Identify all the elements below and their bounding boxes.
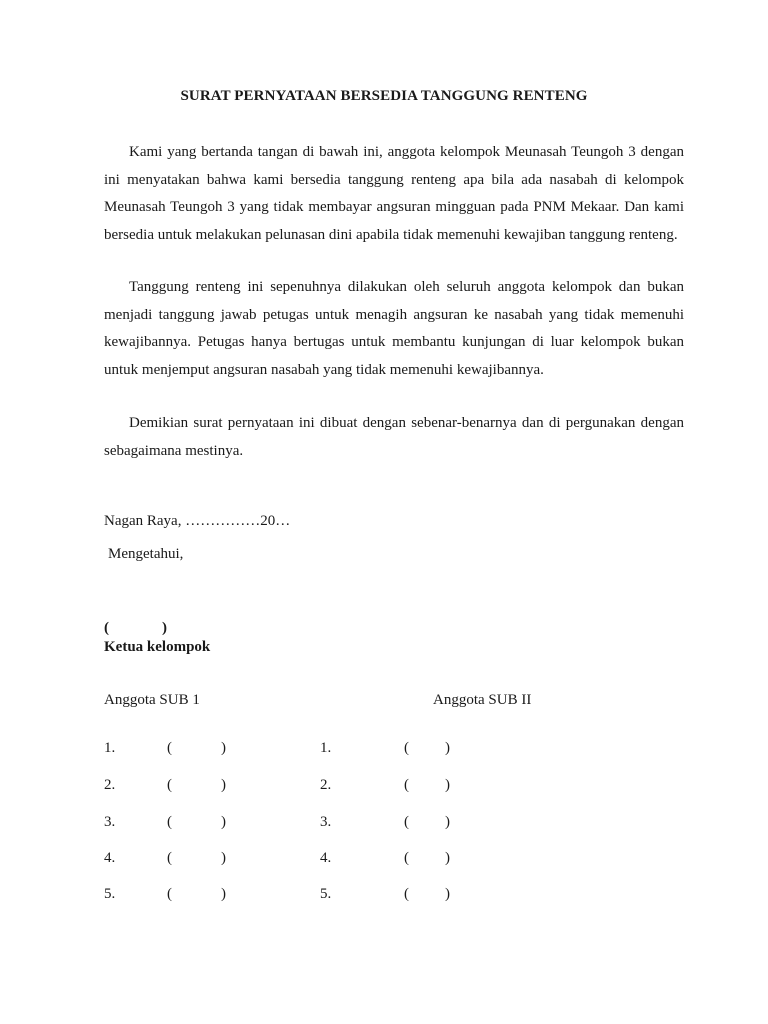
member-open-paren: ( — [404, 850, 409, 866]
member-close-paren: ) — [221, 740, 226, 756]
paragraph-responsibility: Tanggung renteng ini sepenuhnya dilakukan oleh seluruh anggota kelompok dan bukan menjadi tanggung jawab petugas untuk menagih angsuran ke nasabah yang tidak memenuhi kewajibannya. Petugas hanya bertugas untuk membantu kunjungan di luar kelompok bukan untuk menjemput angsuran nasabah yang tidak memenuhi kewajibannya. — [104, 279, 684, 378]
member-close-paren: ) — [221, 886, 226, 902]
acknowledged-label: Mengetahui, — [108, 546, 184, 562]
member-open-paren: ( — [404, 886, 409, 902]
member-open-paren: ( — [167, 850, 172, 866]
member-open-paren: ( — [167, 886, 172, 902]
leader-title: Ketua kelompok — [104, 639, 211, 655]
member-close-paren: ) — [445, 886, 450, 902]
member-close-paren: ) — [445, 850, 450, 866]
member-close-paren: ) — [221, 777, 226, 793]
member-number: 4. — [104, 850, 116, 866]
member-open-paren: ( — [167, 777, 172, 793]
member-number: 5. — [320, 886, 332, 902]
member-open-paren: ( — [404, 740, 409, 756]
member-number: 5. — [104, 886, 116, 902]
member-open-paren: ( — [404, 777, 409, 793]
place-date: Nagan Raya, ……………20… — [104, 513, 291, 529]
member-number: 3. — [104, 814, 116, 830]
member-number: 1. — [320, 740, 332, 756]
member-number: 2. — [320, 777, 332, 793]
member-close-paren: ) — [445, 777, 450, 793]
paragraph-closing: Demikian surat pernyataan ini dibuat dengan sebenar-benarnya dan di pergunakan dengan sebagaimana mestinya. — [104, 415, 684, 459]
member-close-paren: ) — [221, 814, 226, 830]
paragraph-statement: Kami yang bertanda tangan di bawah ini, anggota kelompok Meunasah Teungoh 3 dengan ini menyatakan bahwa kami bersedia tanggung renteng apa bila ada nasabah di kelompok Meunasah Teungoh 3 yang tidak membayar angsuran mingguan pada PNM Mekaar. Dan kami bersedia untuk melakukan pelunasan dini apabila tidak memenuhi kewajiban tanggung renteng. — [104, 144, 684, 243]
sub2-heading: Anggota SUB II — [433, 692, 532, 708]
member-close-paren: ) — [221, 850, 226, 866]
leader-open-paren: ( — [104, 620, 109, 636]
member-open-paren: ( — [167, 814, 172, 830]
member-close-paren: ) — [445, 740, 450, 756]
member-close-paren: ) — [445, 814, 450, 830]
member-number: 3. — [320, 814, 332, 830]
member-number: 4. — [320, 850, 332, 866]
document-title: SURAT PERNYATAAN BERSEDIA TANGGUNG RENTENG — [180, 88, 588, 104]
member-open-paren: ( — [167, 740, 172, 756]
member-number: 1. — [104, 740, 116, 756]
leader-close-paren: ) — [162, 620, 167, 636]
sub1-heading: Anggota SUB 1 — [104, 692, 200, 708]
member-number: 2. — [104, 777, 116, 793]
member-open-paren: ( — [404, 814, 409, 830]
